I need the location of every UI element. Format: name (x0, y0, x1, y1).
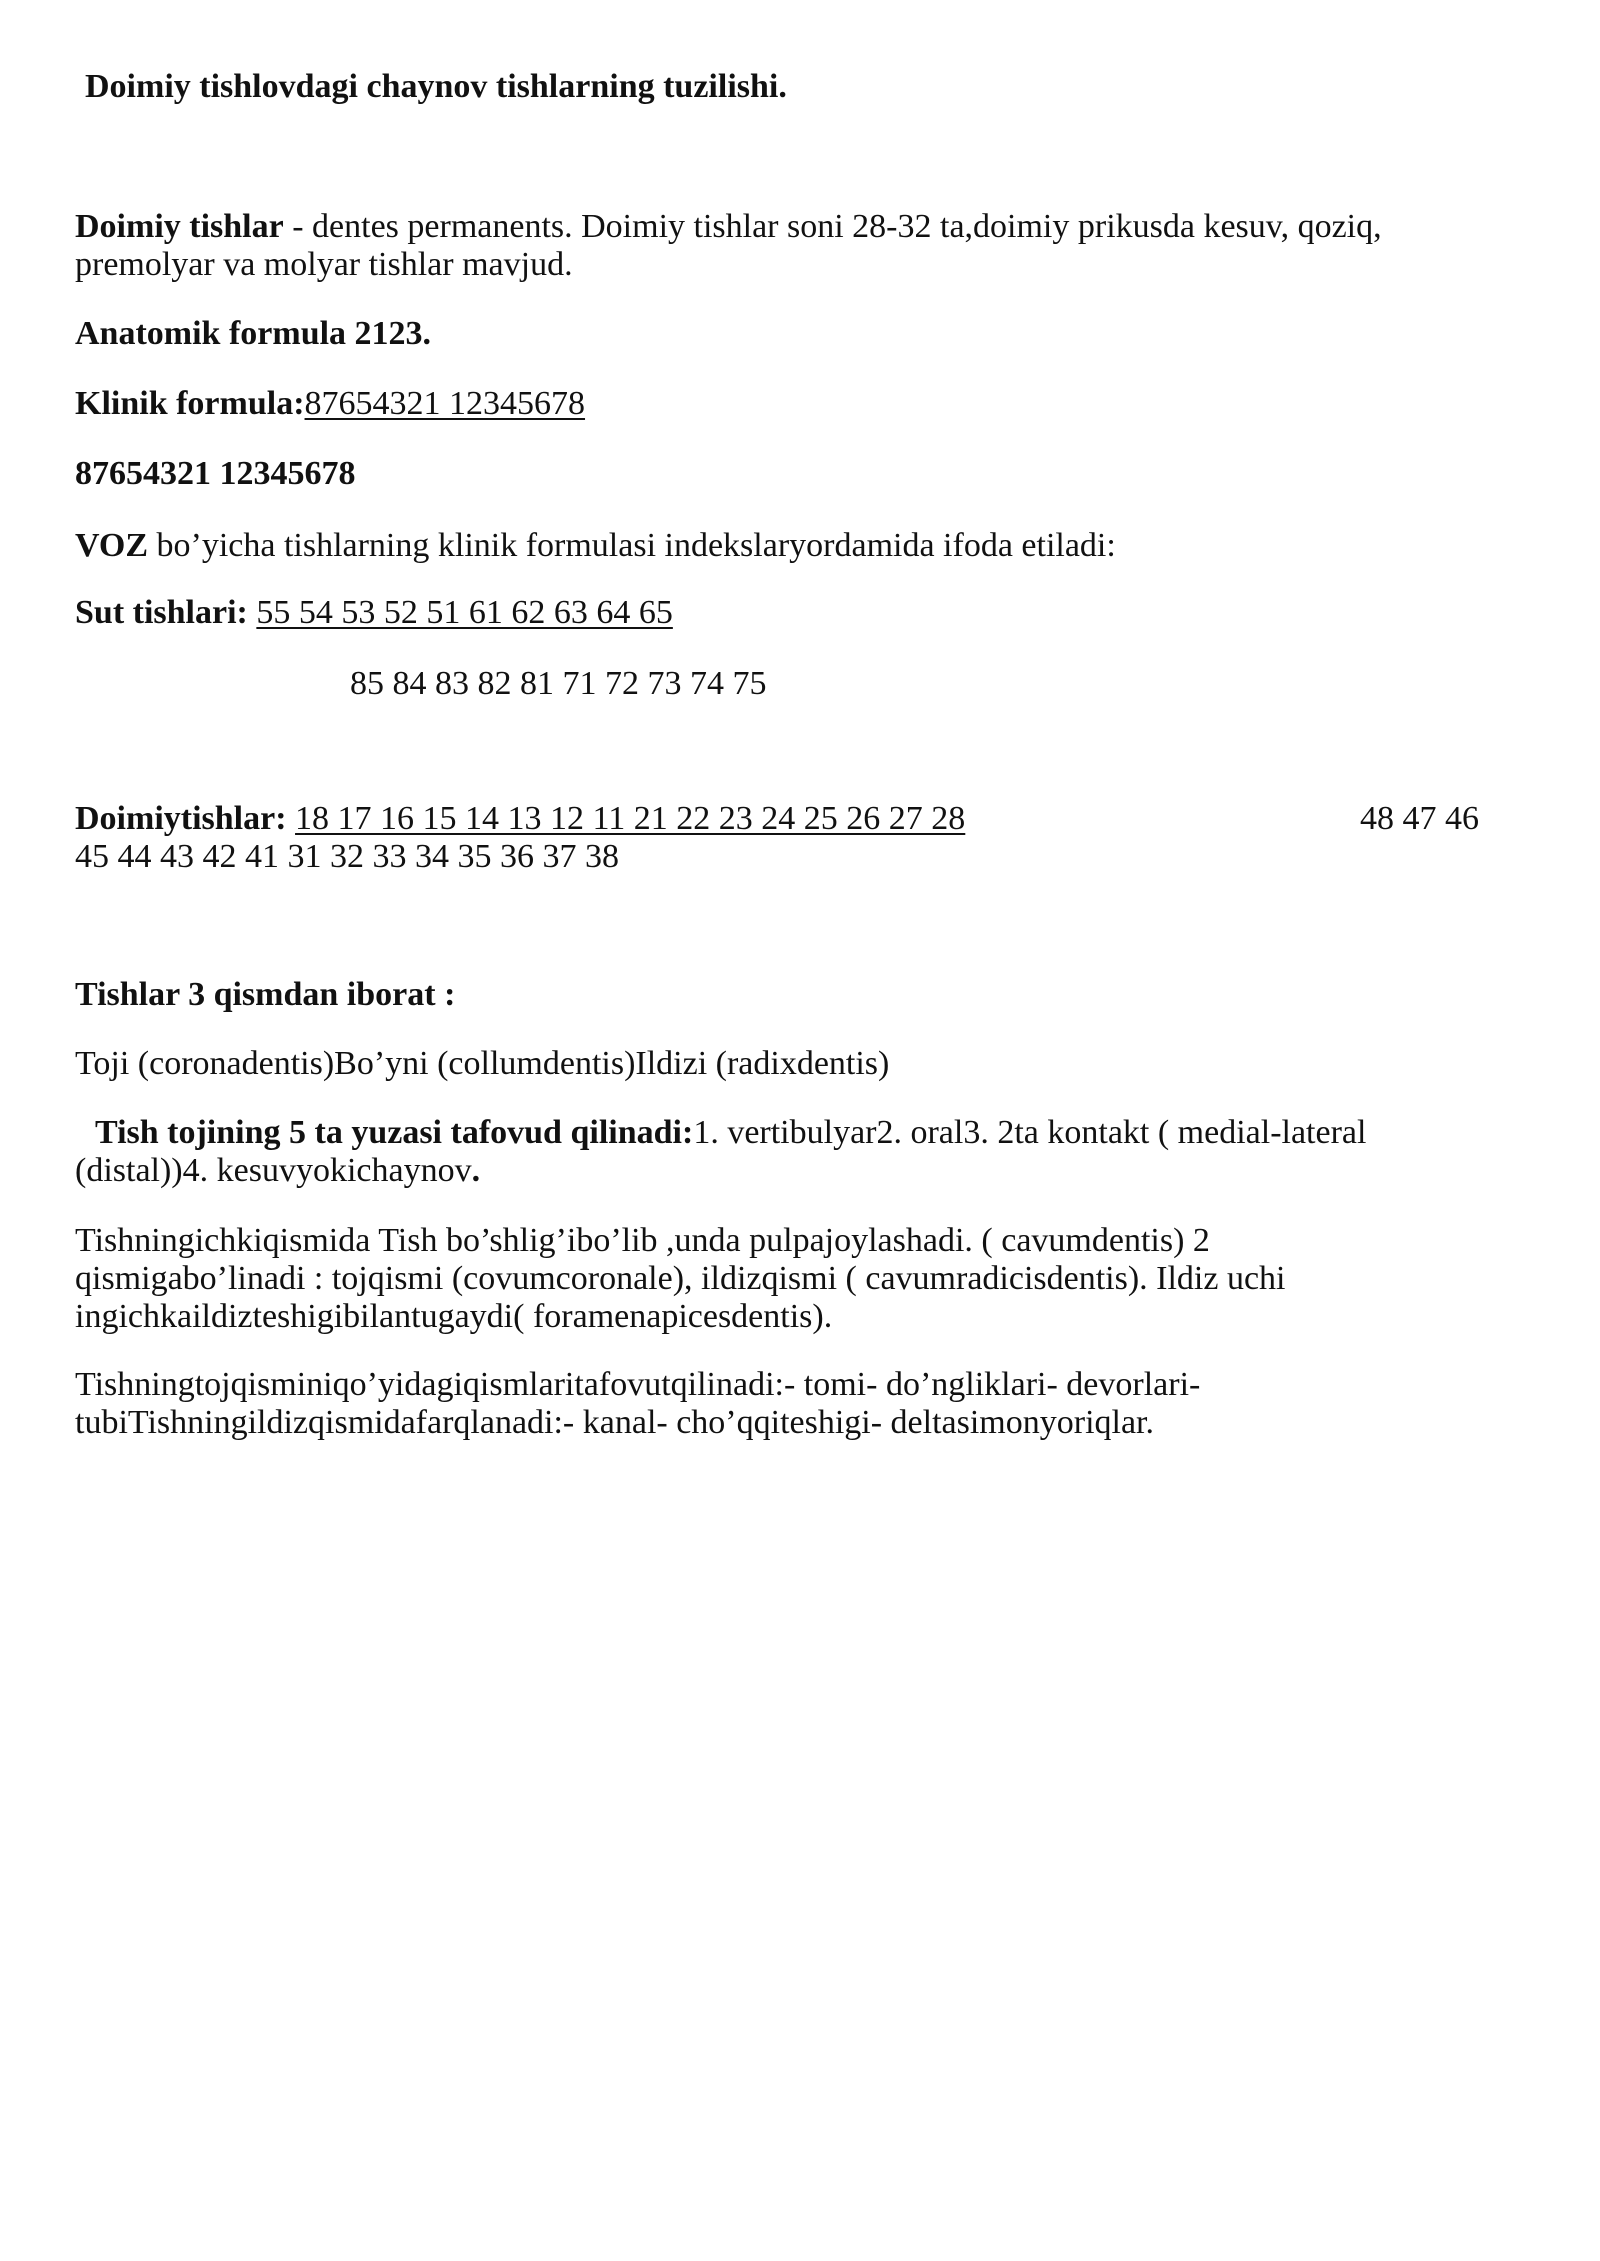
intro-term: Doimiy tishlar (75, 208, 284, 245)
surfaces-text-2: (distal))4. kesuvyokichaynov (75, 1152, 472, 1189)
permanent-teeth-line (75, 800, 965, 838)
intro-text-1: - dentes permanents. Doimiy tishlar soni 28-32 ta,doimiy prikusda kesuv, qoziq, (283, 208, 1382, 245)
document-title: Doimiy tishlovdagi chaynov tishlarning tuzilishi. (85, 68, 787, 105)
parts-heading: Tishlar 3 qismdan iborat : (75, 976, 456, 1013)
milk-teeth-label: Sut tishlari: (75, 594, 248, 631)
milk-teeth-upper: 55 54 53 52 51 61 62 63 64 65 (256, 594, 673, 631)
clinical-formula-upper: 87654321 12345678 (304, 385, 586, 422)
permanent-teeth-upper: 18 17 16 15 14 13 12 11 21 22 23 24 25 26 27 28 (295, 800, 966, 837)
permanent-teeth-label: Doimiytishlar: (75, 800, 287, 837)
clinical-formula-lower: 87654321 12345678 (75, 455, 356, 492)
intro-line-1 (75, 208, 1382, 246)
surfaces-text-1: 1. vertibulyar2. oral3. 2ta kontakt ( medial-lateral (693, 1114, 1367, 1151)
cavity-line-1: Tishningichkiqismida Tish bo’shlig’ibo’lib ,unda pulpajoylashadi. ( cavumdentis) 2 (75, 1222, 1210, 1259)
surfaces-end: . (471, 1152, 481, 1189)
crown-root-line-1: Tishningtojqisminiqo’yidagiqismlaritafovutqilinadi:- tomi- do’ngliklari- devorlari- (75, 1366, 1201, 1403)
voz-text: bo’yicha tishlarning klinik formulasi indekslaryordamida ifoda etiladi: (148, 527, 1116, 564)
anatomic-formula: Anatomik formula 2123. (75, 315, 432, 352)
cavity-line-2: qismigabo’linadi : tojqismi (covumcoronale), ildizqismi ( cavumradicisdentis). Ildiz uchi (75, 1260, 1286, 1297)
surfaces-line-2 (75, 1152, 480, 1190)
milk-teeth-lower: 85 84 83 82 81 71 72 73 74 75 (350, 665, 767, 702)
surfaces-bold: Tish tojining 5 ta yuzasi tafovud qilinadi: (95, 1114, 694, 1151)
voz-label: VOZ (75, 527, 148, 564)
surfaces-line-1 (95, 1114, 1366, 1152)
crown-root-line-2: tubiTishningildizqismidafarqlanadi:- kanal- cho’qqiteshigi- deltasimonyoriqlar. (75, 1404, 1155, 1441)
permanent-teeth-lower-rest: 45 44 43 42 41 31 32 33 34 35 36 37 38 (75, 838, 619, 875)
permanent-teeth-lower-part1: 48 47 46 (1360, 800, 1479, 837)
milk-teeth-line (75, 594, 673, 632)
voz-line (75, 527, 1116, 565)
intro-line-2: premolyar va molyar tishlar mavjud. (75, 246, 573, 283)
clinical-formula (75, 385, 585, 423)
cavity-line-3: ingichkaildizteshigibilantugaydi( foramenapicesdentis). (75, 1298, 833, 1335)
clinical-formula-label: Klinik formula: (75, 385, 305, 422)
parts-text: Toji (coronadentis)Bo’yni (collumdentis)Ildizi (radixdentis) (75, 1045, 890, 1082)
